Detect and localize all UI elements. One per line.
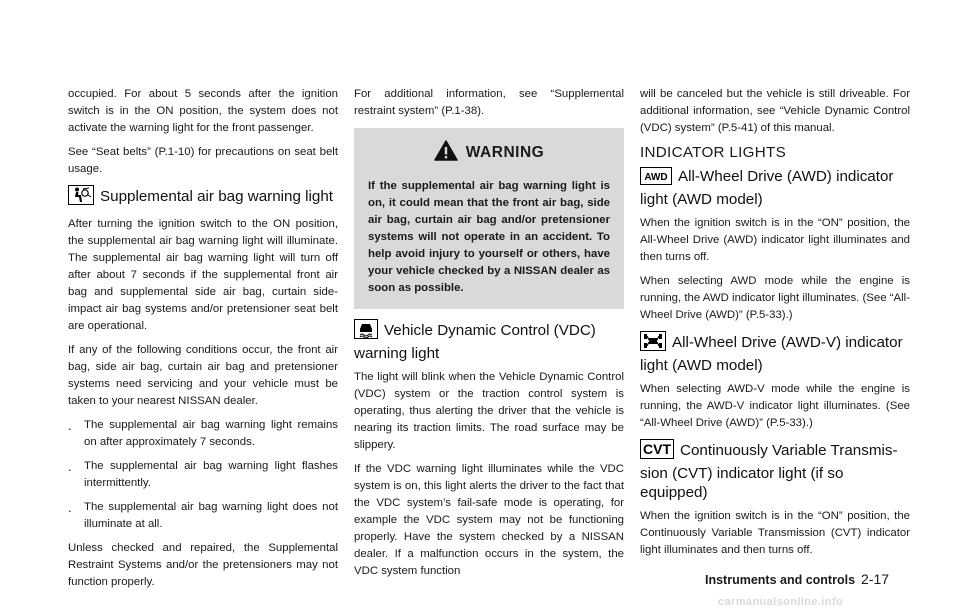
awd-indicator-icon	[640, 167, 672, 190]
paragraph: When selecting AWD mode while the engine is running, the AWD indicator light illuminates. (See “All-Wheel Drive (AWD)” (P.5-33).)	[640, 275, 910, 321]
bullet-text: The supplemental air bag warning light remains on after approximately 7 seconds.	[84, 419, 338, 448]
column-1	[68, 86, 338, 598]
vdc-warning-icon	[354, 319, 378, 344]
paragraph: After turning the ignition switch to the ON position, the supplemental air bag warning light will illuminate. The supplemental air bag warning light will turn off after about 7 seconds if the supplemental front air bag and supplemental side air bag, curtain side-impact air bag systems and/or pretensioner seat belt are operational.	[68, 218, 338, 332]
list-item	[68, 417, 338, 451]
footer-section-title: Instruments and controls	[705, 573, 856, 587]
cvt-icon-text: CVT	[643, 441, 671, 457]
heading-text: Vehicle Dynamic Control (VDC) warning light	[354, 322, 596, 362]
bullet-text: The supplemental air bag warning light does not illuminate at all.	[84, 501, 338, 530]
bullet-mark: .	[68, 500, 72, 515]
heading-text: All-Wheel Drive (AWD) indicator light (AWD model)	[640, 168, 894, 208]
paragraph: occupied. For about 5 seconds after the ignition switch is in the ON position, the system does not activate the warning light for the front passenger.	[68, 88, 338, 134]
cvt-indicator-heading	[640, 439, 910, 502]
heading-text: All-Wheel Drive (AWD-V) indicator light (AWD model)	[640, 334, 903, 374]
paragraph: When the ignition switch is in the “ON” position, the Continuously Variable Transmission (CVT) indicator light illuminates and then turns off.	[640, 510, 910, 556]
paragraph: See “Seat belts” (P.1-10) for precautions on seat belt usage.	[68, 146, 338, 175]
page-number: 2-17	[861, 571, 890, 587]
warning-title: WARNING	[465, 144, 545, 161]
vdc-warning-heading	[354, 319, 624, 363]
page-footer	[705, 571, 889, 587]
cvt-indicator-icon	[640, 439, 674, 464]
heading-text: Supplemental air bag warning light	[100, 188, 334, 205]
awdv-indicator-heading	[640, 331, 910, 375]
warning-triangle-icon	[434, 140, 458, 166]
awdv-indicator-icon	[640, 331, 666, 356]
airbag-warning-heading	[68, 185, 338, 210]
warning-box	[354, 128, 624, 309]
bullet-mark: .	[68, 459, 72, 474]
paragraph: If any of the following conditions occur, the front air bag, side air bag, curtain air bag and pretensioner systems need servicing and your vehicle must be taken to your nearest NISSAN dealer.	[68, 344, 338, 407]
paragraph: When selecting AWD-V mode while the engine is running, the AWD-V indicator light illuminates. (See “All-Wheel Drive (AWD)” (P.5-33).)	[640, 383, 910, 429]
paragraph: When the ignition switch is in the “ON” position, the All-Wheel Drive (AWD) indicator light illuminates and then turns off.	[640, 217, 910, 263]
airbag-warning-icon	[68, 185, 94, 210]
paragraph: If the VDC warning light illuminates while the VDC system is on, this light alerts the driver to the fact that the VDC system’s fail-safe mode is operating, for example the VDC system may not be functioning properly. Have the system checked by a NISSAN dealer. If a malfunction occurs in the system, the VDC system function	[354, 463, 624, 577]
paragraph: will be canceled but the vehicle is still driveable. For additional information, see “Vehicle Dynamic Control (VDC) system” (P.5-41) of this manual.	[640, 88, 910, 134]
heading-text: Continuously Variable Transmis-sion (CVT) indicator light (if so equipped)	[640, 442, 898, 501]
column-2	[354, 86, 624, 587]
paragraph: Unless checked and repaired, the Supplemental Restraint Systems and/or the pretensioners may not function properly.	[68, 542, 338, 588]
list-item	[68, 499, 338, 533]
column-3	[640, 86, 910, 566]
list-item	[68, 458, 338, 492]
awd-icon-text: AWD	[644, 172, 668, 183]
paragraph: The light will blink when the Vehicle Dynamic Control (VDC) system or the traction control system is operating, thus alerting the driver that the vehicle is nearing its traction limits. The road surface may be slippery.	[354, 371, 624, 451]
paragraph: For additional information, see “Supplemental restraint system” (P.1-38).	[354, 88, 624, 117]
warning-header	[368, 140, 610, 166]
warning-body: If the supplemental air bag warning light is on, it could mean that the front air bag, side air bag, curtain air bag and/or pretensioner systems will not operate in an accident. To help avoid injury to yourself or others, have your vehicle checked by a NISSAN dealer as soon as possible.	[368, 180, 610, 294]
bullet-text: The supplemental air bag warning light flashes intermittently.	[84, 460, 338, 489]
section-heading: INDICATOR LIGHTS	[640, 144, 787, 161]
awd-indicator-heading	[640, 167, 910, 209]
watermark: carmanualsonline.info	[718, 596, 844, 608]
bullet-mark: .	[68, 418, 72, 433]
